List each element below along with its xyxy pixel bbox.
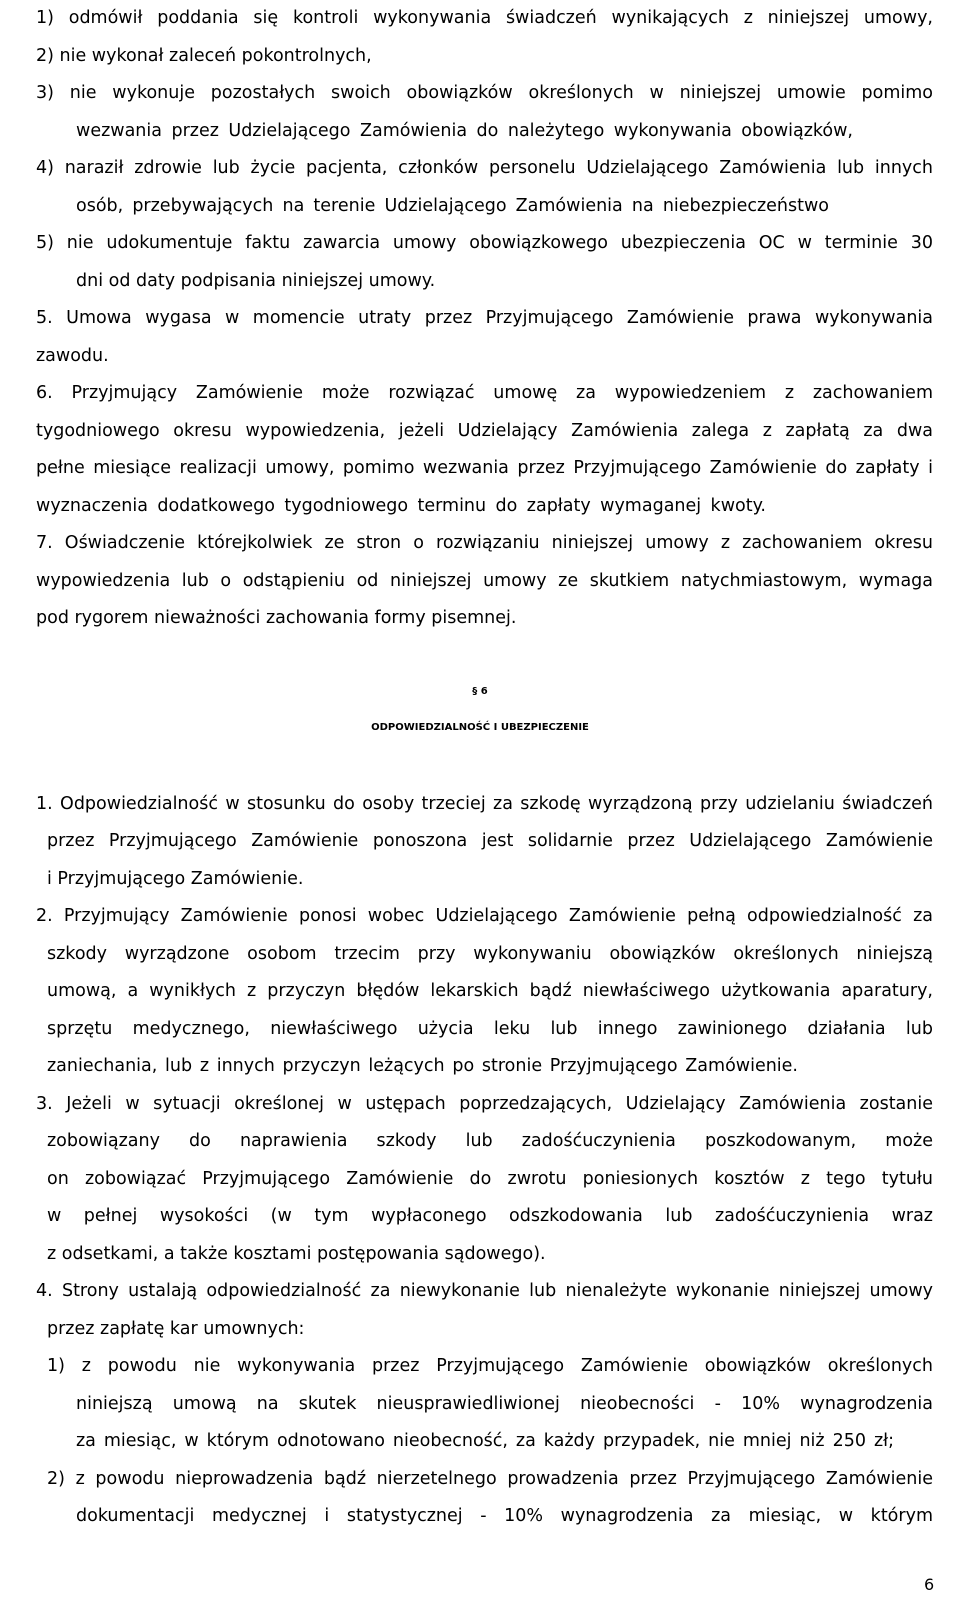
text-line: 3. Jeżeli w sytuacji określonej w ustępach poprzedzających, Udzielający Zamówienia zostanie [36, 1094, 933, 1114]
text-line: 2) nie wykonał zaleceń pokontrolnych, [36, 46, 372, 66]
section-number: § 6 [472, 686, 488, 697]
text-line: sprzętu medycznego, niewłaściwego użycia leku lub innego zawinionego działania lub [47, 1019, 933, 1039]
text-line: wypowiedzenia lub o odstąpieniu od niniejszej umowy ze skutkiem natychmiastowym, wymaga [36, 571, 933, 591]
text-line: za miesiąc, w którym odnotowano nieobecność, za każdy przypadek, nie mniej niż 250 zł; [76, 1431, 894, 1451]
text-line: 1. Odpowiedzialność w stosunku do osoby trzeciej za szkodę wyrządzoną przy udzielaniu świadczeń [36, 794, 933, 814]
text-line: 3) nie wykonuje pozostałych swoich obowiązków określonych w niniejszej umowie pomimo [36, 83, 933, 103]
text-line: 2) z powodu nieprowadzenia bądź nierzetelnego prowadzenia przez Przyjmującego Zamówienie [47, 1469, 933, 1489]
text-line: zobowiązany do naprawienia szkody lub zadośćuczynienia poszkodowanym, może [47, 1131, 933, 1151]
text-line: osób, przebywających na terenie Udzielającego Zamówienia na niebezpieczeństwo [76, 196, 829, 216]
text-line: on zobowiązać Przyjmującego Zamówienie do zwrotu poniesionych kosztów z tego tytułu [47, 1169, 933, 1189]
text-line: przez zapłatę kar umownych: [47, 1319, 305, 1339]
text-line: wezwania przez Udzielającego Zamówienia do należytego wykonywania obowiązków, [76, 121, 853, 141]
text-line: 4) naraził zdrowie lub życie pacjenta, członków personelu Udzielającego Zamówienia lub innych [36, 158, 933, 178]
text-line: niniejszą umową na skutek nieusprawiedliwionej nieobecności - 10% wynagrodzenia [76, 1394, 933, 1414]
text-line: 4. Strony ustalają odpowiedzialność za niewykonanie lub nienależyte wykonanie niniejszej umowy [36, 1281, 933, 1301]
section-title: ODPOWIEDZIALNOŚĆ I UBEZPIECZENIE [371, 722, 589, 733]
text-line: 2. Przyjmujący Zamówienie ponosi wobec Udzielającego Zamówienie pełną odpowiedzialność za [36, 906, 933, 926]
text-line: umową, a wynikłych z przyczyn błędów lekarskich bądź niewłaściwego użytkowania aparatury, [47, 981, 933, 1001]
page-number: 6 [924, 1575, 935, 1594]
text-line: pełne miesiące realizacji umowy, pomimo wezwania przez Przyjmującego Zamówienie do zapłaty i [36, 458, 933, 478]
text-line: wyznaczenia dodatkowego tygodniowego terminu do zapłaty wymaganej kwoty. [36, 496, 766, 516]
text-line: przez Przyjmującego Zamówienie ponoszona jest solidarnie przez Udzielającego Zamówienie [47, 831, 933, 851]
text-line: i Przyjmującego Zamówienie. [47, 869, 304, 889]
text-line: szkody wyrządzone osobom trzecim przy wykonywaniu obowiązków określonych niniejszą [47, 944, 933, 964]
text-line: 5) nie udokumentuje faktu zawarcia umowy obowiązkowego ubezpieczenia OC w terminie 30 [36, 233, 933, 253]
text-line: dni od daty podpisania niniejszej umowy. [76, 271, 436, 291]
text-line: 7. Oświadczenie którejkolwiek ze stron o rozwiązaniu niniejszej umowy z zachowaniem okresu [36, 533, 933, 553]
text-line: w pełnej wysokości (w tym wypłaconego odszkodowania lub zadośćuczynienia wraz [47, 1206, 933, 1226]
text-line: 5. Umowa wygasa w momencie utraty przez Przyjmującego Zamówienie prawa wykonywania [36, 308, 933, 328]
text-line: 1) z powodu nie wykonywania przez Przyjmującego Zamówienie obowiązków określonych [47, 1356, 933, 1376]
text-line: pod rygorem nieważności zachowania formy pisemnej. [36, 608, 517, 628]
text-line: z odsetkami, a także kosztami postępowania sądowego). [47, 1244, 546, 1264]
text-line: 6. Przyjmujący Zamówienie może rozwiązać umowę za wypowiedzeniem z zachowaniem [36, 383, 933, 403]
text-line: dokumentacji medycznej i statystycznej - 10% wynagrodzenia za miesiąc, w którym [76, 1506, 933, 1526]
text-line: tygodniowego okresu wypowiedzenia, jeżeli Udzielający Zamówienia zalega z zapłatą za dwa [36, 421, 933, 441]
text-line: zawodu. [36, 346, 109, 366]
text-line: 1) odmówił poddania się kontroli wykonywania świadczeń wynikających z niniejszej umowy, [36, 8, 933, 28]
text-line: zaniechania, lub z innych przyczyn leżących po stronie Przyjmującego Zamówienie. [47, 1056, 798, 1076]
